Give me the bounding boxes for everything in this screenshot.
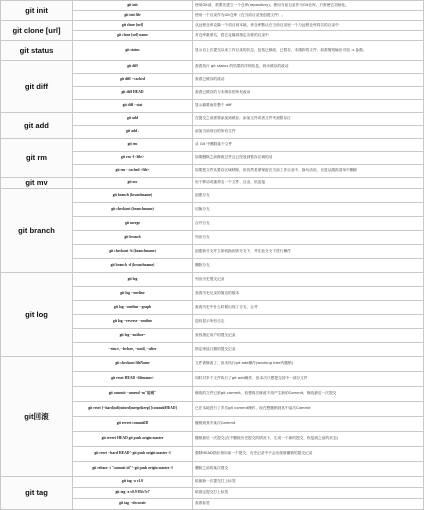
command-cell: git init	[73, 1, 193, 11]
description-cell: 查看历史记录的简洁的版本	[193, 287, 424, 301]
description-cell: 切换分支	[193, 203, 424, 217]
command-cell: git rebase -i "commit id"^ git push origin master -f	[73, 462, 193, 477]
command-cell: git status	[73, 41, 193, 61]
command-cell: git checkout -b (branchname)	[73, 245, 193, 259]
table-row	[1, 178, 424, 189]
command-cell: git rm --cached <file>	[73, 165, 193, 178]
description-cell: 从 Git 中删除某个文件	[193, 139, 424, 152]
command-cell: git log --oneline	[73, 287, 193, 301]
command-cell: git mv	[73, 178, 193, 189]
description-cell: 使用Git前，需要先建立一个仓库(repository)。使用当前目录作为Git仓库，只需使它初始化。	[193, 1, 424, 11]
table-row	[1, 1, 424, 11]
description-cell: 使用一个目录作为Git仓库（在当前目录里创建文件）。	[193, 11, 424, 21]
description-cell: 撤销最后一次提交(在不删除历史提交的情况下，生成一个新的提交，恢复到之前的状态)	[193, 432, 424, 447]
description-cell: 对仓库重命名，将它克隆到指定名称的目录中	[193, 31, 424, 41]
description-cell: 给最新一次提交打上标签	[193, 477, 424, 488]
command-cell: git rm	[73, 139, 193, 152]
description-cell: 删除之前的某次提交	[193, 462, 424, 477]
command-cell: --since, --before, --until, --after	[73, 343, 193, 357]
command-cell: git log --oneline --graph	[73, 301, 193, 315]
command-cell: git log --author=	[73, 329, 193, 343]
table-row	[1, 357, 424, 372]
table-row	[1, 113, 424, 126]
command-cell: git log --reverse --oneline	[73, 315, 193, 329]
description-cell: 创建分支	[193, 189, 424, 203]
description-cell: 指定帅选日期的提交记录	[193, 343, 424, 357]
command-cell: git add .	[73, 126, 193, 139]
description-cell: 如果把文件从暂存区域移除，但仍然希望保留在当前工作目录中，换句话说，仅是从跟踪清单中删除	[193, 165, 424, 178]
command-cell: git init file	[73, 11, 193, 21]
description-cell: 显示摘要而非整个 diff	[193, 100, 424, 113]
section-title: git branch	[1, 189, 73, 273]
description-cell: 创建新分支并立即切换到该分支下，并在此分支下进行操作	[193, 245, 424, 259]
description-cell: 修改的文件已被git commit，但想再次修改不再产生新的Commit，修改最后一次提交	[193, 387, 424, 402]
command-cell: git checkout fileName	[73, 357, 193, 372]
description-cell: 显示自上次提交以来工作目录的状态，包括已修改、已暂存、未跟踪的文件；如需简短输出可加 -s 参数。	[193, 41, 424, 61]
description-cell: 从远程仓库克隆一个项目到本地，该仓库默认在当前目录里一个与远程仓库同名的目录中	[193, 21, 424, 31]
command-cell: git log	[73, 273, 193, 287]
table-row	[1, 189, 424, 203]
section-title: git clone [url]	[1, 21, 73, 41]
table-row	[1, 273, 424, 287]
command-cell: git commit --amend -m"说明"	[73, 387, 193, 402]
description-cell: 查找指定用户的提交记录	[193, 329, 424, 343]
command-cell: git reset --hard HEAD^ git push origin master -f	[73, 447, 193, 462]
description-cell: 删除分支	[193, 259, 424, 273]
description-cell: 用于移动或重命名一个文件、目录、软连接	[193, 178, 424, 189]
description-cell: 合并分支	[193, 217, 424, 231]
description-cell: 查看标签	[193, 499, 424, 510]
table-row	[1, 139, 424, 152]
command-cell: git branch (branchname)	[73, 189, 193, 203]
description-cell: 已在本地进行了多次git commit操作，现在想撤销到其中某次Commit	[193, 402, 424, 417]
section-title: git init	[1, 1, 73, 21]
table-row	[1, 41, 424, 61]
command-cell: git checkout (branchname)	[73, 203, 193, 217]
section-title: git tag	[1, 477, 73, 510]
command-cell: git merge	[73, 217, 193, 231]
section-title: git status	[1, 41, 73, 61]
command-cell: git revert commitID	[73, 417, 193, 432]
description-cell: 查看历史中什么时候出现了分支、合并	[193, 301, 424, 315]
command-cell: git reset [--hard|soft|mixed|merge|keep] [commit|HEAD]	[73, 402, 193, 417]
command-cell: git diff HEAD	[73, 87, 193, 100]
command-cell: git add	[73, 113, 193, 126]
command-cell: git branch	[73, 231, 193, 245]
section-title: git rm	[1, 139, 73, 178]
command-cell: git tag -a v1.0	[73, 477, 193, 488]
section-title: git log	[1, 273, 73, 357]
description-cell: 查看已缓存的改动	[193, 74, 424, 87]
description-cell: 如果删除之前修改过并且已经放到暂存区域的话	[193, 152, 424, 165]
description-cell: 同时对多个文件执行了git add操作，但本次只想提交其中一部分文件	[193, 372, 424, 387]
description-cell: 列出历史提交记录	[193, 273, 424, 287]
table-row	[1, 477, 424, 488]
description-cell: 在提交之前需要添加到缓存，添加文件或者文件夹到暂存区	[193, 113, 424, 126]
description-cell: 列出分支	[193, 231, 424, 245]
command-cell: git diff --stat	[73, 100, 193, 113]
section-title: git diff	[1, 61, 73, 113]
description-cell: 文件被修改了，但未执行git add操作(working tree内撤销)	[193, 357, 424, 372]
description-cell: 撤销到其中某次Commit	[193, 417, 424, 432]
command-cell: git tag --decorate	[73, 499, 193, 510]
description-cell: 添加当前项目的所有文件	[193, 126, 424, 139]
command-cell: git rm -f <file>	[73, 152, 193, 165]
command-cell: git revert HEAD git push origin master	[73, 432, 193, 447]
command-cell: git tag -a v0.9 85fc7e7	[73, 488, 193, 499]
description-cell: 给指定提交打上标签	[193, 488, 424, 499]
section-title: git回滚	[1, 357, 73, 477]
section-title: git add	[1, 113, 73, 139]
description-cell: 查看执行 git status 的结果的详细信息，尚未缓存的改动	[193, 61, 424, 74]
command-cell: git diff --cached	[73, 74, 193, 87]
command-cell: git diff	[73, 61, 193, 74]
command-cell: git branch -d (branchname)	[73, 259, 193, 273]
command-cell: git clone [url] name	[73, 31, 193, 41]
description-cell: 逆向显示所有日志	[193, 315, 424, 329]
table-row	[1, 21, 424, 31]
description-cell: 强制HEAD指针指向前一个提交，历史记录中不会出现被撤销的提交记录	[193, 447, 424, 462]
description-cell: 查看已缓存的与未缓存的所有改动	[193, 87, 424, 100]
section-title: git mv	[1, 178, 73, 189]
command-cell: git clone [url]	[73, 21, 193, 31]
table-row	[1, 61, 424, 74]
command-cell: git reset HEAD <filename>	[73, 372, 193, 387]
